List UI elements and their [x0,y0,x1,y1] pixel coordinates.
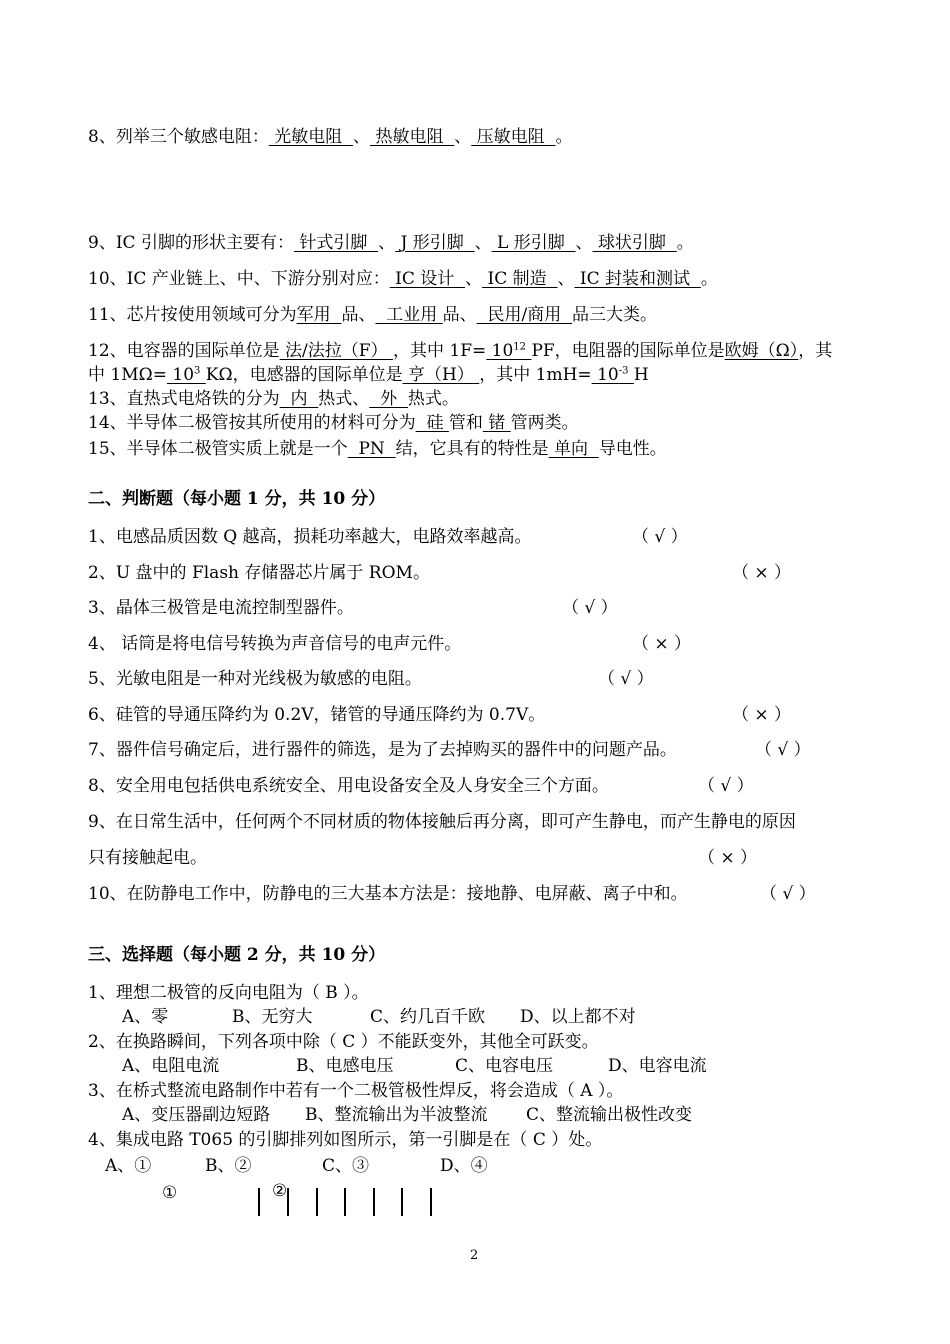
q9-answer-2: J 形引脚 [400,233,464,253]
judge-item-1: 1、电感品质因数 Q 越高，损耗功率越大，电路效率越高。 [88,527,532,547]
choice-q4: 4、集成电路 T065 的引脚排列如图所示，第一引脚是在（ C ）处。 [88,1130,603,1150]
q11-answer-2: 工业用 [386,305,438,325]
fill-q9 [88,232,694,254]
q13-mid: 热式、 [318,389,370,409]
q9-answer-1: 针式引脚 [299,233,368,253]
choice-q4-opt-c: C、③ [322,1156,370,1176]
q9-prompt: 9、IC 引脚的形状主要有： [88,233,294,253]
ic-pin [401,1188,403,1216]
figure-label-2: ② [272,1181,288,1201]
choice-q3-opt-b: B、整流输出为半波整流 [305,1105,488,1125]
q9-sep-3: 、 [575,233,593,253]
q15-end: 导电性。 [598,439,667,459]
q8-prompt: 8、列举三个敏感电阻： [88,127,269,147]
q9-sep-2: 、 [474,233,492,253]
q10-end: 。 [700,269,718,289]
choice-q1-opt-c: C、约几百千欧 [370,1007,486,1027]
fill-q10 [88,268,718,290]
choice-q3-opt-a: A、变压器副边短路 [122,1105,271,1125]
judge-item-10: 10、在防静电工作中，防静电的三大基本方法是：接地静、电屏蔽、离子中和。 [88,884,688,904]
fill-q12-line2 [88,364,649,386]
choice-q3: 3、在桥式整流电路制作中若有一个二极管极性焊反，将会造成（ A ）。 [88,1081,624,1101]
q10-sep-1: 、 [465,269,483,289]
q11-answer-3: 民用/商用 [487,305,562,325]
q8-answer-1: 光敏电阻 [274,127,343,147]
ic-pin [373,1188,375,1216]
q14-end: 管两类。 [510,413,579,433]
q14-answer-2: 锗 [488,413,506,433]
judge-mark-10: （ √ ） [760,884,816,904]
fill-q15 [88,438,667,460]
q14-prompt: 14、半导体二极管按其所使用的材料可分为 [88,413,416,433]
fill-q11 [88,304,657,326]
q13-answer-2: 外 [380,389,398,409]
q12-answer-5: 亨（H） [408,365,474,385]
ic-pin [258,1188,260,1216]
q12-end-2: H [633,365,649,385]
choice-q4-opt-b: B、② [205,1156,252,1176]
q8-sep-1: 、 [353,127,371,147]
judge-item-2: 2、U 盘中的 Flash 存储器芯片属于 ROM。 [88,563,430,583]
choice-q2-opt-b: B、电感电压 [296,1056,394,1076]
q12-answer-2: $10^{12}$ [491,341,527,361]
judge-mark-9: （ × ） [698,848,758,868]
judge-mark-7: （ √ ） [755,740,811,760]
q11-mid-2: 品、 [442,305,477,325]
judge-item-9-cont: 只有接触起电。 [88,848,207,868]
choice-q2: 2、在换路瞬间，下列各项中除（ C ）不能跃变外，其他全可跃变。 [88,1032,599,1052]
q13-end: 热式。 [407,389,459,409]
judge-item-5: 5、光敏电阻是一种对光线极为敏感的电阻。 [88,669,422,689]
q10-answer-3: IC 封装和测试 [579,269,691,289]
q10-sep-2: 、 [557,269,575,289]
q12-mid-1: ，其中 1F= [392,341,487,361]
q8-end: 。 [555,127,573,147]
choice-q2-opt-c: C、电容电压 [455,1056,554,1076]
choice-q3-opt-c: C、整流输出极性改变 [526,1105,693,1125]
q11-prompt: 11、芯片按使用领域可分为 [88,305,297,325]
q12-answer-6: $10^{-3}$ [597,365,629,385]
q14-answer-1: 硅 [426,413,444,433]
ic-pin [430,1188,432,1216]
q11-mid-1: 品、 [341,305,376,325]
q9-sep-1: 、 [378,233,396,253]
q15-mid: 结，它具有的特性是 [395,439,549,459]
judge-item-8: 8、安全用电包括供电系统安全、用电设备安全及人身安全三个方面。 [88,776,609,796]
choice-q1: 1、理想二极管的反向电阻为（ B ）。 [88,983,369,1003]
choice-q1-opt-a: A、零 [122,1007,169,1027]
q10-answer-1: IC 设计 [395,269,455,289]
judge-item-9: 9、在日常生活中，任何两个不同材质的物体接触后再分离，即可产生静电，而产生静电的原因 [88,812,796,832]
judge-mark-1: （ √ ） [632,527,688,547]
choice-q1-opt-b: B、无穷大 [232,1007,313,1027]
q12-mid-2: PF，电阻器的国际单位是 [531,341,725,361]
choice-q1-opt-d: D、以上都不对 [520,1007,636,1027]
choice-q4-opt-d: D、④ [440,1156,488,1176]
judge-mark-4: （ × ） [632,634,692,654]
q13-prompt: 13、直热式电烙铁的分为 [88,389,280,409]
ic-pin [344,1188,346,1216]
figure-label-1: ① [162,1183,178,1203]
q12-line2-prompt: 中 1MΩ= [88,365,167,385]
q12-mid-3: KΩ，电感器的国际单位是 [205,365,403,385]
q10-answer-2: IC 制造 [487,269,547,289]
q11-end: 品三大类。 [572,305,658,325]
q12-answer-1: 法/法拉（F） [285,341,388,361]
q12-answer-3: 欧姆（Ω） [724,341,799,361]
q15-prompt: 15、半导体二极管实质上就是一个 [88,439,348,459]
q14-mid: 管和 [448,413,483,433]
fill-q13 [88,388,459,410]
q15-answer-1: PN [358,439,385,459]
q12-mid-4: ，其中 1mH= [479,365,592,385]
q12-answer-4: $10^3$ [172,365,201,385]
ic-pin [287,1188,289,1216]
judge-mark-6: （ × ） [732,705,792,725]
q10-prompt: 10、IC 产业链上、中、下游分别对应： [88,269,390,289]
q12-prompt: 12、电容器的国际单位是 [88,341,280,361]
q12-end-1: ，其 [798,341,833,361]
judge-mark-3: （ √ ） [562,598,618,618]
q8-answer-2: 热敏电阻 [375,127,444,147]
q8-sep-2: 、 [454,127,472,147]
q8-answer-3: 压敏电阻 [476,127,545,147]
choice-q2-opt-d: D、电容电流 [608,1056,707,1076]
judge-mark-2: （ × ） [732,563,792,583]
choice-q2-opt-a: A、电阻电流 [122,1056,220,1076]
q9-answer-3: L 形引脚 [497,233,565,253]
judge-item-7: 7、器件信号确定后，进行器件的筛选，是为了去掉购买的器件中的问题产品。 [88,740,677,760]
q15-answer-2: 单向 [554,439,588,459]
page-number: 2 [470,1248,479,1263]
judge-heading: 二、判断题（每小题 1 分，共 10 分） [88,489,386,509]
q11-answer-1: 军用 [296,305,331,325]
judge-item-6: 6、硅管的导通压降约为 0.2V，锗管的导通压降约为 0.7V。 [88,705,546,725]
fill-q12-line1 [88,340,832,362]
q13-answer-1: 内 [290,389,308,409]
ic-pin [316,1188,318,1216]
fill-q14 [88,412,579,434]
judge-item-4: 4、 话筒是将电信号转换为声音信号的电声元件。 [88,634,462,654]
choice-q4-opt-a: A、① [105,1156,152,1176]
choice-heading: 三、选择题（每小题 2 分，共 10 分） [88,945,386,965]
judge-mark-5: （ √ ） [598,669,654,689]
q9-end: 。 [676,233,694,253]
q9-answer-4: 球状引脚 [597,233,666,253]
judge-mark-8: （ √ ） [698,776,754,796]
fill-q8 [88,126,572,148]
judge-item-3: 3、晶体三极管是电流控制型器件。 [88,598,354,618]
